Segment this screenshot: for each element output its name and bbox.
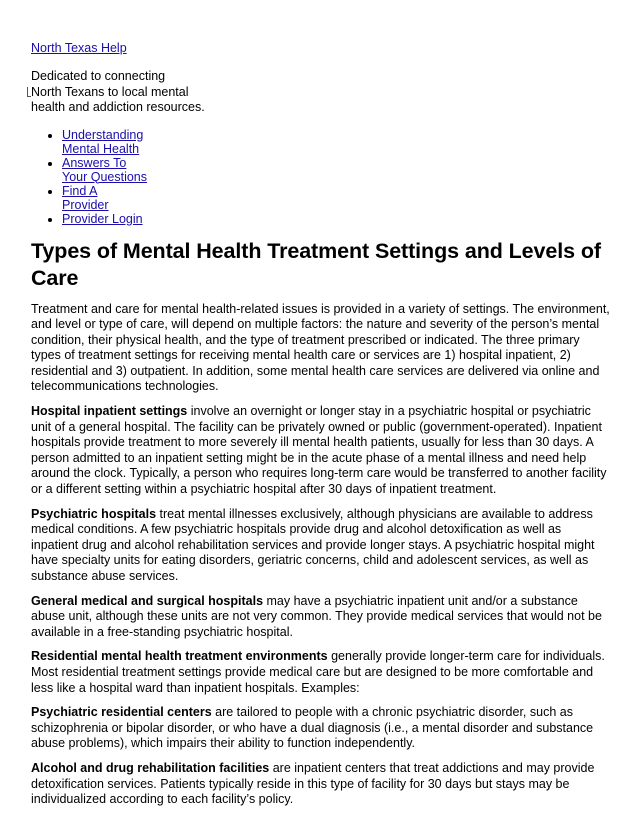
section-term: Psychiatric hospitals: [31, 506, 157, 521]
section-hospital-inpatient: [31, 404, 611, 498]
section-general-hospitals: [31, 594, 611, 641]
section-psychiatric-hospitals: [31, 507, 611, 585]
intro-paragraph: Treatment and care for mental health-related issues is provided in a variety of settings. The environment, and level or type of care, will depend on multiple factors: the nature and severity of the person’s mental condition, their physical health, and the type of treatment prescribed or indicated. The three primary types of treatment settings for receiving mental health care or services are 1) hospital inpatient, 2) residential and 3) outpatient. In addition, some mental health care services are delivered via online and telecommunications technologies.: [31, 301, 610, 394]
section-text: generally provide longer-term care for individuals. Most residential treatment settings provide medical care but are designed to be more comfortable and less like a hospital ward than inpatient hospitals. Examples:: [31, 649, 605, 695]
nav-link-provider-login[interactable]: Provider Login: [62, 211, 143, 226]
section-text: treat mental illnesses exclusively, although physicians are available to address medical conditions. A few psychiatric hospitals provide drug and alcohol detoxification as well as inpatient drug and alcohol rehabilitation services and provide longer stays. A psychiatric hospital might have specialty units for eating disorders, geriatric concerns, child and adolescent services, as well as substance abuse services.: [31, 506, 595, 583]
section-residential: [31, 649, 611, 696]
page: [31, 40, 611, 817]
page-title: Types of Mental Health Treatment Settings and Levels of Care: [31, 238, 601, 290]
site-tagline: [31, 69, 216, 116]
nav-item-answers: [62, 156, 172, 184]
section-psychiatric-residential: [31, 705, 611, 752]
main-nav: [31, 128, 611, 226]
section-text: are inpatient centers that treat addictions and may provide detoxification services. Patients typically reside in this type of facility for 30 days but stays may be individualized according to each facility’s policy.: [31, 760, 595, 807]
section-text: may have a psychiatric inpatient unit and/or a substance abuse unit, although these units are not very common. They provide medical services that would not be available in a free-standing psychiatric hospital.: [31, 593, 602, 639]
tagline-line-3: health and addiction resources.: [31, 100, 205, 114]
section-text: involve an overnight or longer stay in a psychiatric hospital or psychiatric unit of a general hospital. The facility can be privately owned or public (government-operated). Inpatient hospitals provide treatment to more severely ill mental health patients, usually for less than 30 days. A person admitted to an inpatient setting might be in the acute phase of a mental illness and need help around the clock. Typically, a person who requires long-term care would be transferred to another facility or a different setting within a psychiatric hospital after 30 days of inpatient treatment.: [31, 404, 607, 497]
section-text: are tailored to people with a chronic psychiatric disorder, such as schizophrenia or bipolar disorder, or who have a dual diagnosis (i.e., a mental disorder and substance abuse problems), which impairs their ability to function independently.: [31, 705, 594, 751]
section-term: Psychiatric residential centers: [31, 705, 212, 720]
tagline-line-2: North Texans to local mental: [31, 84, 189, 99]
nav-item-understanding: [62, 128, 172, 156]
nav-item-provider-login: [62, 212, 172, 226]
section-rehab-facilities: [31, 761, 611, 808]
section-term: General medical and surgical hospitals: [31, 593, 264, 608]
section-term: Alcohol and drug rehabilitation facilities: [31, 760, 270, 775]
nav-item-find-provider: [62, 184, 172, 212]
section-term: Residential mental health treatment environments: [31, 649, 328, 664]
nav-link-answers-to-your-questions[interactable]: Answers To Your Questions: [62, 155, 148, 184]
nav-link-understanding-mental-health[interactable]: Understanding Mental Health: [62, 127, 144, 156]
site-home-link[interactable]: North Texas Help: [31, 41, 127, 55]
nav-link-find-a-provider[interactable]: Find A Provider: [62, 183, 109, 212]
tagline-line-1: Dedicated to connecting: [31, 69, 166, 83]
section-term: Hospital inpatient settings: [31, 404, 188, 419]
